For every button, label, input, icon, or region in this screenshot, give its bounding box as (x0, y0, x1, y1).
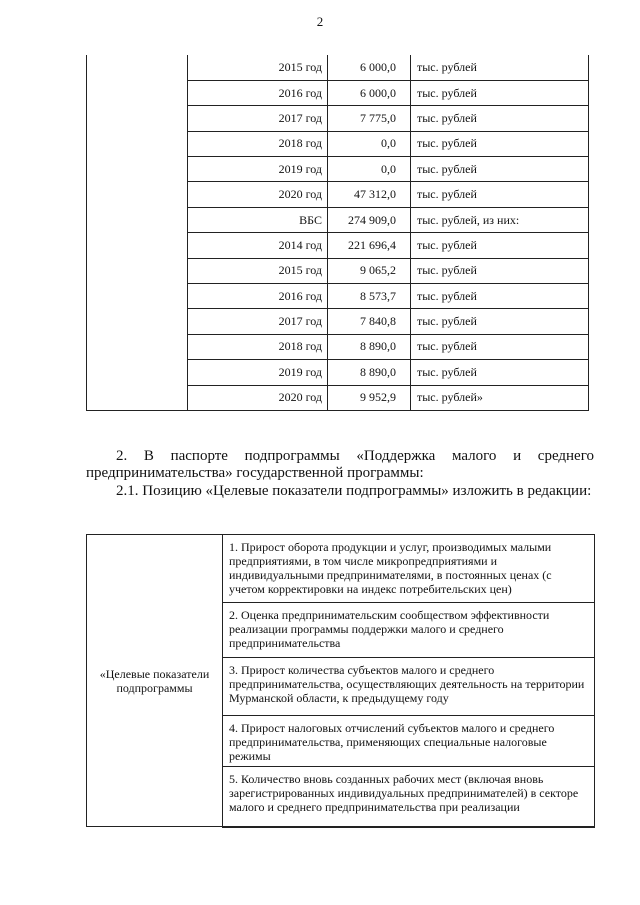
financing-row (87, 55, 589, 80)
financing-year: 2015 год (188, 55, 328, 80)
financing-year: 2020 год (188, 385, 328, 410)
financing-year: 2018 год (188, 334, 328, 359)
financing-unit: тыс. рублей (411, 157, 589, 182)
financing-year: 2017 год (188, 106, 328, 131)
target-indicator: 1. Прирост оборота продукции и услуг, производимых малыми предприятиями, в том числе микропредприятиями и индивидуальными предпринимателями, в постоянных ценах (с учетом корректировки на индекс потребительских цен) (223, 535, 595, 603)
page-number: 2 (316, 14, 324, 29)
financing-table (86, 55, 589, 411)
target-indicator: 4. Прирост налоговых отчислений субъектов малого и среднего предпринимательства, применяющих специальные налоговые режимы (223, 716, 595, 767)
targets-table (86, 534, 595, 828)
targets-label: «Целевые показатели подпрограммы (87, 535, 223, 827)
financing-value: 8 890,0 (328, 360, 411, 385)
financing-year: 2017 год (188, 309, 328, 334)
financing-unit: тыс. рублей (411, 309, 589, 334)
financing-value: 47 312,0 (328, 182, 411, 207)
financing-year: 2018 год (188, 131, 328, 156)
financing-value: 8 890,0 (328, 334, 411, 359)
financing-value: 6 000,0 (328, 55, 411, 80)
financing-value: 0,0 (328, 131, 411, 156)
financing-value: 9 952,9 (328, 385, 411, 410)
financing-unit: тыс. рублей (411, 334, 589, 359)
financing-year: 2014 год (188, 233, 328, 258)
financing-year: 2016 год (188, 284, 328, 309)
financing-unit: тыс. рублей» (411, 385, 589, 410)
financing-value: 0,0 (328, 157, 411, 182)
financing-unit: тыс. рублей (411, 55, 589, 80)
financing-unit: тыс. рублей (411, 131, 589, 156)
financing-value: 8 573,7 (328, 284, 411, 309)
financing-unit: тыс. рублей (411, 233, 589, 258)
financing-value: 7 775,0 (328, 106, 411, 131)
financing-unit: тыс. рублей (411, 106, 589, 131)
financing-unit: тыс. рублей (411, 284, 589, 309)
financing-year: 2019 год (188, 157, 328, 182)
paragraph-position-amendment: 2.1. Позицию «Целевые показатели подпрограммы» изложить в редакции: (116, 483, 592, 499)
financing-unit: тыс. рублей (411, 80, 589, 105)
financing-value: 221 696,4 (328, 233, 411, 258)
financing-empty-cell (87, 55, 188, 410)
financing-unit: тыс. рублей (411, 258, 589, 283)
financing-year: 2020 год (188, 182, 328, 207)
financing-unit: тыс. рублей (411, 360, 589, 385)
financing-year: 2015 год (188, 258, 328, 283)
financing-year: ВБС (188, 207, 328, 232)
financing-unit: тыс. рублей (411, 182, 589, 207)
target-indicator: 3. Прирост количества субъектов малого и среднего предпринимательства, осуществляющих деятельность на территории Мурманской области, к предыдущему году (223, 658, 595, 716)
financing-year: 2019 год (188, 360, 328, 385)
paragraph-passport-amendment: 2. В паспорте подпрограммы «Поддержка малого и среднего предпринимательства» государственной программы: (86, 448, 594, 481)
target-indicator: 5. Количество вновь созданных рабочих мест (включая вновь зарегистрированных индивидуальных предпринимателей) в секторе малого и среднего предпринимательства при реализации (223, 767, 595, 827)
financing-value: 274 909,0 (328, 207, 411, 232)
financing-value: 7 840,8 (328, 309, 411, 334)
financing-year: 2016 год (188, 80, 328, 105)
financing-value: 9 065,2 (328, 258, 411, 283)
financing-value: 6 000,0 (328, 80, 411, 105)
target-row (87, 535, 595, 603)
financing-unit: тыс. рублей, из них: (411, 207, 589, 232)
target-indicator: 2. Оценка предпринимательским сообществом эффективности реализации программы поддержки малого и среднего предпринимательства (223, 603, 595, 658)
